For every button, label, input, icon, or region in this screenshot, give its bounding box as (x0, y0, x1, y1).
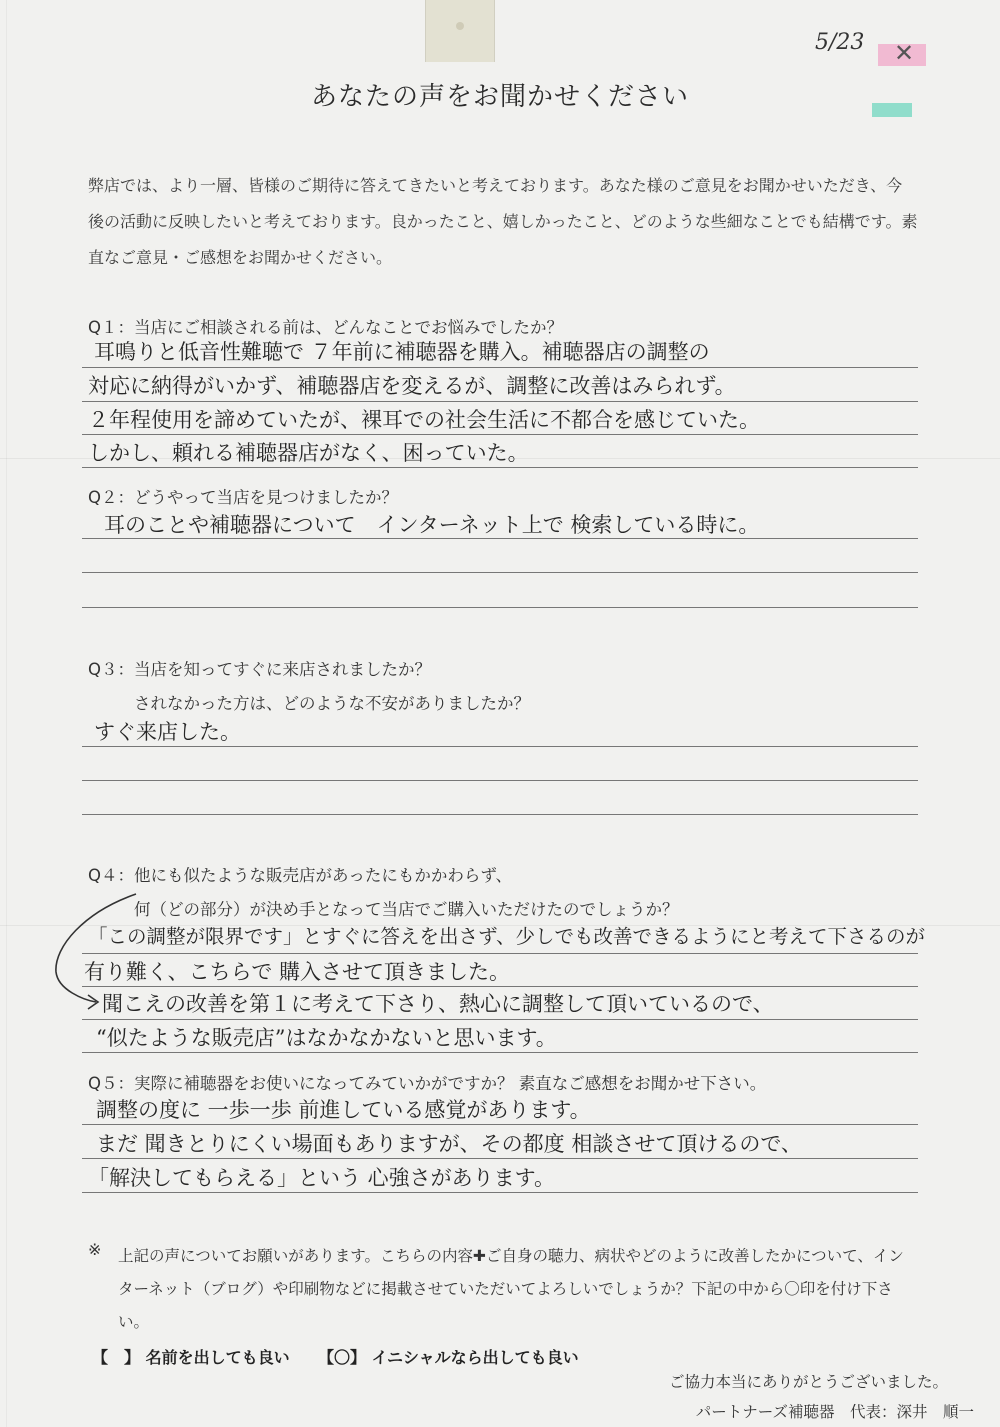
option-checkbox[interactable]: 【〇】 (318, 1348, 367, 1367)
consent-note: 上記の声についてお願いがあります。こちらの内容✚ご自身の聴力、病状やどのように改善したかについて、インターネット（ブログ）や印刷物などに掲載させていただいてよろしいでしょうか？下記の中から〇印を付け下さい。 (118, 1247, 904, 1331)
q1-answer-line: しかし、頼れる補聴器店がなく、困っていた。 (88, 441, 529, 465)
q4-question-sub: 何（どの部分）が決め手となって当店でご購入いただけたのでしょうか？ (134, 900, 679, 919)
q3-question: Q３：当店を知ってすぐに来店されましたか？ (88, 660, 431, 679)
q3-answer-line: すぐ来店した。 (94, 720, 241, 744)
answer-rule (82, 780, 918, 781)
q4-answer-line: 有り難く、こちらで 購入させて頂きました。 (84, 960, 511, 984)
q3-question-sub: されなかった方は、どのような不安がありましたか？ (134, 694, 530, 713)
answer-rule (82, 1192, 918, 1193)
q2-answer-line: 耳のことや補聴器について インターネット上で 検索している時に。 (104, 513, 760, 537)
handwritten-date: 5/23 (815, 30, 865, 55)
answer-rule (82, 1019, 918, 1020)
answer-rule (82, 953, 918, 954)
q5-answer-line: まだ 聞きとりにくい場面もありますが、その都度 相談させて頂けるので、 (96, 1132, 802, 1156)
q4-answer-line: 聞こえの改善を第１に考えて下さり、熱心に調整して頂いているので、 (102, 992, 774, 1016)
option-checkbox[interactable]: 【 】 (92, 1348, 141, 1367)
page-title: あなたの声をお聞かせください (310, 82, 689, 112)
answer-rule (82, 572, 918, 573)
q2-question: Q２：どうやって当店を見つけましたか？ (88, 488, 398, 507)
q5-answer-line: 調整の度に 一歩一歩 前進している感覚があります。 (96, 1098, 591, 1122)
q1-answer-line: 耳鳴りと低音性難聴で ７年前に補聴器を購入。補聴器店の調整の (94, 340, 710, 364)
q1-answer-line: 対応に納得がいかず、補聴器店を変えるが、調整に改善はみられず。 (88, 374, 736, 398)
note-mark: ※ (88, 1240, 102, 1259)
answer-rule (82, 986, 918, 987)
answer-rule (82, 607, 918, 608)
answer-rule (82, 1158, 918, 1159)
option-label: イニシャルなら出しても良い (371, 1348, 579, 1367)
answer-rule (82, 367, 918, 368)
tape-strip (425, 0, 495, 62)
answer-rule (82, 434, 918, 435)
paper-edge (6, 0, 7, 1427)
q4-answer-line: 「この調整が限界です」とすぐに答えを出さず、少しでも改善できるようにと考えて下さるのが (88, 925, 925, 948)
answer-rule (82, 1052, 918, 1053)
answer-rule (82, 467, 918, 468)
q5-answer-line: 「解決してもらえる」という 心強さがあります。 (88, 1166, 555, 1190)
closing-thanks: ご協力本当にありがとうございました。 (668, 1373, 948, 1391)
shop-signature: パートナーズ補聴器 代表：深井 順一 (695, 1403, 974, 1421)
answer-rule (82, 1124, 918, 1125)
answer-rule (82, 746, 918, 747)
answer-rule (82, 401, 918, 402)
staple-hole (456, 22, 464, 30)
option-name-ok[interactable] (92, 1345, 290, 1368)
intro-paragraph: 弊店では、より一層、皆様のご期待に答えてきたいと考えております。あなた様のご意見をお聞かせいただき、今後の活動に反映したいと考えております。良かったこと、嬉しかったこと、どのような些細なことでも結構です。素直なご意見・ご感想をお聞かせください。 (88, 176, 918, 267)
q1-question: Q１：当店にご相談される前は、どんなことでお悩みでしたか？ (88, 318, 563, 337)
q4-answer-line: “似たような販売店”はなかなかないと思います。 (96, 1026, 557, 1050)
option-initials-ok[interactable] (318, 1345, 579, 1368)
x-mark-icon: ✕ (894, 39, 915, 67)
q5-question: Q５：実際に補聴器をお使いになってみていかがですか？ 素直なご感想をお聞かせ下さい。 (88, 1074, 767, 1093)
answer-rule (82, 814, 918, 815)
q4-question: Q４：他にも似たような販売店があったにもかかわらず、 (88, 866, 513, 885)
option-label: 名前を出しても良い (145, 1348, 290, 1367)
answer-rule (82, 538, 918, 539)
q1-answer-line: ２年程使用を諦めていたが、裸耳での社会生活に不都合を感じていた。 (88, 408, 760, 432)
